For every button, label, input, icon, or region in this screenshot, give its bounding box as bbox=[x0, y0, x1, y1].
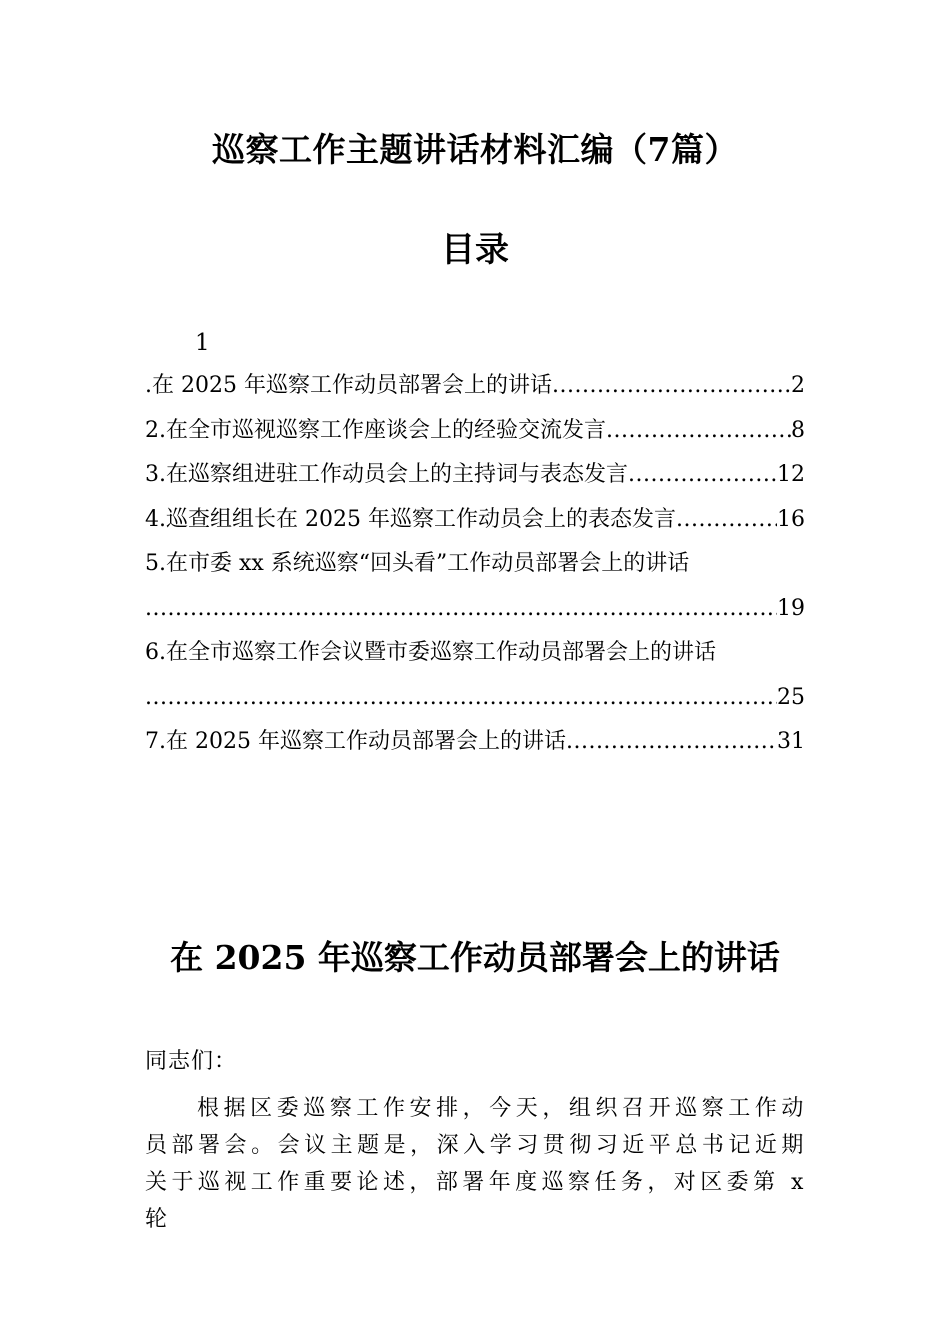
toc-dot-leader bbox=[145, 682, 777, 714]
toc-entry-title: 7.在 2025 年巡察工作动员部署会上的讲话 bbox=[145, 729, 566, 754]
toc-entry-5[interactable] bbox=[145, 548, 805, 637]
toc-entry-title: 2.在全市巡视巡察工作座谈会上的经验交流发言 bbox=[145, 417, 606, 443]
toc-dot-leader bbox=[676, 504, 777, 536]
toc-entry-title: 6.在全市巡察工作会议暨市委巡察工作动员部署会上的讲话 bbox=[145, 640, 716, 665]
toc-entry-title: 3.在巡察组进驻工作动员会上的主持词与表态发言 bbox=[145, 462, 628, 487]
toc-entry-page: 8 bbox=[791, 417, 805, 443]
document-title: 巡察工作主题讲话材料汇编（7篇） bbox=[212, 130, 738, 169]
toc-stray-number: 1 bbox=[195, 330, 210, 356]
body-paragraph: 根据区委巡察工作安排，今天，组织召开巡察工作动员部署会。会议主题是，深入学习贯彻习近平总书记近期关于巡视工作重要论述，部署年度巡察任务，对区委第 x 轮 bbox=[145, 1096, 807, 1232]
salutation: 同志们： bbox=[145, 1049, 238, 1074]
toc-entry-page: 12 bbox=[777, 462, 805, 487]
toc-entry-6[interactable] bbox=[145, 637, 805, 726]
section-title: 在 2025 年巡察工作动员部署会上的讲话 bbox=[170, 938, 780, 977]
toc-entry-2[interactable] bbox=[145, 415, 805, 460]
toc-dot-leader bbox=[566, 726, 777, 758]
toc-heading: 目录 bbox=[441, 230, 509, 270]
toc-dot-leader bbox=[145, 593, 777, 625]
toc-entry-page: 19 bbox=[777, 595, 805, 621]
toc-entry-3[interactable] bbox=[145, 459, 805, 504]
toc-entry-page: 16 bbox=[777, 506, 805, 532]
toc-entry-4[interactable] bbox=[145, 504, 805, 549]
toc-entry-page: 25 bbox=[777, 684, 805, 710]
toc-entry-page: 2 bbox=[791, 373, 805, 398]
toc-entry-title: 4.巡查组组长在 2025 年巡察工作动员会上的表态发言 bbox=[145, 506, 676, 532]
toc-dot-leader bbox=[552, 370, 791, 402]
toc-dot-leader bbox=[606, 415, 791, 447]
toc-entry-7[interactable] bbox=[145, 726, 805, 771]
toc-entry-title: .在 2025 年巡察工作动员部署会上的讲话 bbox=[145, 373, 552, 398]
toc-dot-leader bbox=[628, 459, 777, 491]
toc-entry-1[interactable] bbox=[145, 370, 805, 415]
toc-entry-page: 31 bbox=[777, 729, 805, 754]
toc-entry-title: 5.在市委 xx 系统巡察“回头看”工作动员部署会上的讲话 bbox=[145, 551, 690, 576]
table-of-contents bbox=[145, 370, 805, 771]
